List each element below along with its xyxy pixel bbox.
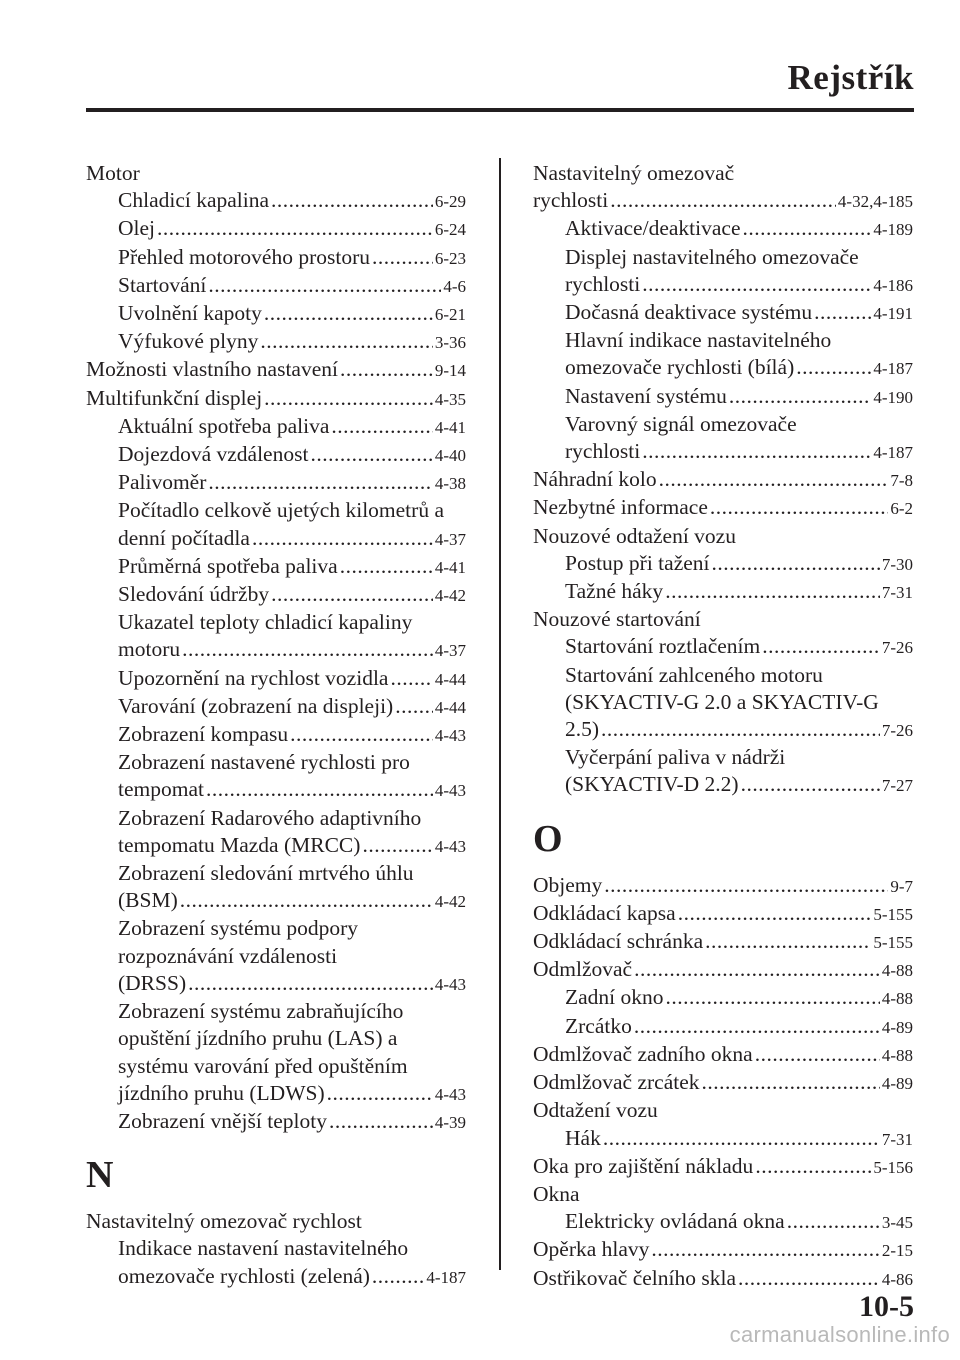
entry-text: Okna: [533, 1181, 580, 1206]
entry-text: Uvolnění kapoty: [118, 301, 262, 326]
entry-text: tempomatu Mazda (MRCC): [118, 832, 361, 857]
entry-text: denní počítadla: [118, 525, 250, 550]
page-reference: 5-156: [873, 1157, 913, 1177]
leader-dots: [729, 383, 872, 410]
page-reference: 4-38: [434, 474, 466, 494]
index-entry: [533, 523, 913, 550]
index-subentry: [86, 749, 466, 804]
entry-text: Olej: [118, 216, 156, 241]
index-entry: [86, 356, 466, 384]
leader-dots: [264, 385, 433, 412]
index-entry: [533, 606, 913, 633]
entry-text: Multifunkční displej: [86, 385, 263, 410]
page-reference: 5-155: [873, 904, 913, 924]
leader-dots: [372, 1263, 424, 1290]
entry-text: (BSM): [118, 888, 178, 913]
entry-text: Zobrazení systému podpory: [118, 916, 359, 941]
leader-dots: [260, 328, 433, 355]
index-subentry: [533, 411, 913, 466]
leader-dots: [741, 771, 880, 798]
page-reference: 4-35: [434, 389, 466, 409]
index-subentry: [86, 1108, 466, 1136]
page-reference: 4-187: [873, 359, 913, 379]
page-reference: 4-41: [434, 417, 466, 437]
leader-dots: [340, 553, 433, 580]
entry-text: Dočasná deaktivace systému: [565, 300, 813, 325]
page-reference: 4-43: [434, 1084, 466, 1104]
index-subentry: [533, 550, 913, 578]
entry-text: Chladicí kapalina: [118, 188, 270, 213]
index-letter-heading: O: [533, 817, 563, 860]
entry-text: rychlosti: [565, 271, 641, 296]
entry-text: Nastavitelný omezovač: [533, 161, 735, 185]
page-reference: 5-155: [873, 933, 913, 953]
index-entry: [86, 385, 466, 413]
page-reference: 4-37: [434, 529, 466, 549]
page-reference: 4-189: [873, 220, 913, 240]
entry-text: Motor: [86, 161, 140, 185]
entry-text: motoru: [118, 637, 181, 662]
index-subentry: [86, 272, 466, 300]
leader-dots: [743, 215, 872, 242]
entry-text: Objemy: [533, 872, 603, 897]
index-entry: [533, 1097, 913, 1124]
entry-text: (SKYACTIV-G 2.0 a SKYACTIV-G: [565, 689, 879, 714]
index-column-right: [533, 160, 913, 1293]
index-subentry: [86, 805, 466, 860]
entry-text: Sledování údržby: [118, 582, 270, 607]
page-reference: 4-88: [881, 989, 913, 1009]
leader-dots: [362, 832, 432, 859]
entry-text: Nouzové odtažení vozu: [533, 523, 736, 548]
index-entry: [533, 1236, 913, 1264]
leader-dots: [762, 633, 880, 660]
page-reference: 6-2: [890, 499, 913, 519]
entry-text: Odmlžovač zrcátek: [533, 1070, 700, 1095]
leader-dots: [814, 299, 871, 326]
index-subentry: [86, 244, 466, 272]
entry-text: Startování zahlceného motoru: [565, 662, 823, 687]
entry-text: Zobrazení sledování mrtvého úhlu: [118, 861, 414, 886]
leader-dots: [264, 300, 433, 327]
leader-dots: [610, 187, 836, 214]
page-reference: 6-23: [434, 248, 466, 268]
entry-text: Počítadlo celkově ujetých kilometrů a: [118, 498, 444, 523]
entry-text: Tažné háky: [565, 579, 664, 604]
page-reference: 4-44: [434, 697, 466, 717]
entry-text: Zobrazení vnější teploty: [118, 1108, 327, 1133]
entry-text: Ukazatel teploty chladicí kapaliny: [118, 610, 413, 635]
leader-dots: [208, 272, 441, 299]
index-entry: [533, 1181, 913, 1208]
page-reference: 4-186: [873, 275, 913, 295]
entry-text: Odmlžovač zadního okna: [533, 1041, 753, 1066]
leader-dots: [206, 776, 433, 803]
entry-text: Nezbytné informace: [533, 495, 708, 520]
entry-text: Možnosti vlastního nastavení: [86, 357, 338, 382]
page-reference: 6-21: [434, 305, 466, 325]
entry-text: Elektricky ovládaná okna: [565, 1209, 785, 1234]
index-subentry: [86, 469, 466, 497]
leader-dots: [642, 271, 871, 298]
entry-text: tempomat: [118, 777, 204, 802]
entry-text: omezovače rychlosti (bílá): [565, 355, 795, 380]
index-entry: [533, 956, 913, 984]
page-reference: 7-27: [881, 776, 913, 796]
index-entry: [533, 900, 913, 928]
entry-text: Zadní okno: [565, 985, 664, 1010]
entry-text: Zobrazení systému zabraňujícího: [118, 999, 404, 1024]
leader-dots: [712, 550, 880, 577]
index-subentry: [533, 1125, 913, 1153]
index-subentry: [86, 328, 466, 356]
leader-dots: [738, 1265, 880, 1292]
index-subentry: [533, 299, 913, 327]
page-reference: 7-30: [881, 554, 913, 574]
entry-text: Startování: [118, 272, 207, 297]
leader-dots: [702, 1069, 880, 1096]
leader-dots: [327, 1080, 433, 1107]
page-reference: 7-26: [881, 721, 913, 741]
index-subentry: [533, 383, 913, 411]
index-entry: [533, 1041, 913, 1069]
header-rule: [86, 108, 914, 112]
page-number: 10-5: [859, 1290, 914, 1323]
index-subentry: [86, 187, 466, 215]
entry-text: Odmlžovač: [533, 957, 633, 982]
entry-text: rychlosti: [533, 188, 609, 213]
page-reference: 4-190: [873, 387, 913, 407]
leader-dots: [188, 970, 433, 997]
index-subentry: [86, 215, 466, 243]
leader-dots: [666, 984, 880, 1011]
index-letter-heading: N: [86, 1154, 114, 1197]
entry-text: Zobrazení nastavené rychlosti pro: [118, 750, 410, 775]
page-reference: 3-45: [881, 1213, 913, 1233]
leader-dots: [601, 716, 880, 743]
index-subentry: [86, 665, 466, 693]
entry-text: Displej nastavitelného omezovače: [565, 244, 859, 269]
index-entry: [533, 1265, 913, 1293]
index-subentry: [533, 1013, 913, 1041]
page-reference: 4-89: [881, 1074, 913, 1094]
page-reference: 4-6: [443, 276, 466, 296]
entry-text: rozpoznávání vzdálenosti: [118, 943, 338, 968]
leader-dots: [642, 438, 871, 465]
leader-dots: [787, 1208, 880, 1235]
page-reference: 4-43: [434, 781, 466, 801]
index-entry: [86, 1208, 466, 1235]
index-subentry: [86, 1235, 466, 1290]
entry-text: Startování roztlačením: [565, 634, 761, 659]
page-reference: 9-14: [434, 361, 466, 381]
page-reference: 6-24: [434, 220, 466, 240]
page-reference: 4-40: [434, 446, 466, 466]
leader-dots: [208, 469, 432, 496]
leader-dots: [665, 578, 880, 605]
page-reference: 7-31: [881, 583, 913, 603]
leader-dots: [651, 1236, 879, 1263]
index-subentry: [533, 744, 913, 799]
index-entry: [533, 494, 913, 522]
page-reference: 9-7: [890, 876, 913, 896]
page-reference: 4-86: [881, 1269, 913, 1289]
page-reference: 4-39: [434, 1112, 466, 1132]
page-reference: 4-43: [434, 726, 466, 746]
entry-text: Výfukové plyny: [118, 329, 259, 354]
leader-dots: [755, 1041, 880, 1068]
entry-text: Odkládací schránka: [533, 929, 704, 954]
entry-text: systému varování před opuštěním: [118, 1053, 408, 1078]
index-subentry: [86, 581, 466, 609]
entry-text: Hlavní indikace nastavitelného: [565, 328, 832, 353]
entry-text: Nastavení systému: [565, 383, 727, 408]
index-subentry: [86, 300, 466, 328]
entry-text: Postup při tažení: [565, 550, 710, 575]
page-reference: 2-15: [881, 1241, 913, 1261]
index-entry: [533, 1153, 913, 1181]
entry-text: omezovače rychlosti (zelená): [118, 1263, 370, 1288]
leader-dots: [634, 1013, 880, 1040]
page-title: Rejstřík: [787, 58, 914, 97]
page-reference: 4-32,4-185: [837, 192, 913, 212]
entry-text: Nouzové startování: [533, 607, 701, 632]
index-subentry: [533, 578, 913, 606]
index-subentry: [533, 984, 913, 1012]
index-subentry: [86, 721, 466, 749]
index-subentry: [533, 327, 913, 382]
entry-text: Aktivace/deaktivace: [565, 216, 741, 241]
entry-text: Přehled motorového prostoru: [118, 244, 370, 269]
entry-text: rychlosti: [565, 439, 641, 464]
page-reference: 4-89: [881, 1017, 913, 1037]
index-subentry: [86, 413, 466, 441]
index-subentry: [86, 998, 466, 1108]
index-subentry: [533, 633, 913, 661]
index-subentry: [533, 215, 913, 243]
entry-text: (SKYACTIV-D 2.2): [565, 772, 739, 797]
leader-dots: [310, 441, 432, 468]
entry-text: Opěrka hlavy: [533, 1237, 650, 1262]
index-subentry: [533, 244, 913, 299]
leader-dots: [271, 581, 433, 608]
index-subentry: [86, 609, 466, 664]
page-reference: 4-88: [881, 961, 913, 981]
index-subentry: [533, 662, 913, 745]
page-reference: 7-26: [881, 638, 913, 658]
page-reference: 4-187: [873, 443, 913, 463]
entry-text: Upozornění na rychlost vozidla: [118, 665, 389, 690]
index-column-left: [86, 160, 466, 1291]
index-subentry: [86, 915, 466, 998]
index-entry: [533, 872, 913, 900]
page-reference: 7-31: [881, 1129, 913, 1149]
page-reference: 4-191: [873, 304, 913, 324]
page-reference: 6-29: [434, 192, 466, 212]
index-entry: [533, 928, 913, 956]
index-entry: [86, 160, 466, 187]
page-reference: 4-41: [434, 557, 466, 577]
page-reference: 4-187: [426, 1267, 466, 1287]
entry-text: (DRSS): [118, 970, 187, 995]
leader-dots: [252, 525, 433, 552]
leader-dots: [796, 354, 871, 381]
index-subentry: [86, 441, 466, 469]
entry-text: jízdního pruhu (LDWS): [118, 1080, 325, 1105]
entry-text: Vyčerpání paliva v nádrži: [565, 745, 786, 770]
entry-text: Zobrazení Radarového adaptivního: [118, 805, 422, 830]
leader-dots: [390, 665, 432, 692]
leader-dots: [634, 956, 880, 983]
page-reference: 4-43: [434, 836, 466, 856]
entry-text: Dojezdová vzdálenost: [118, 442, 309, 467]
entry-text: Náhradní kolo: [533, 467, 657, 492]
leader-dots: [340, 356, 433, 383]
entry-text: Odtažení vozu: [533, 1098, 658, 1123]
page-reference: 7-8: [890, 471, 913, 491]
entry-text: Palivoměr: [118, 470, 207, 495]
entry-text: Zobrazení kompasu: [118, 722, 289, 747]
entry-text: Odkládací kapsa: [533, 900, 676, 925]
leader-dots: [603, 1125, 880, 1152]
index-entry: [533, 466, 913, 494]
watermark: carmanualsonline.info: [729, 1322, 950, 1347]
leader-dots: [372, 244, 433, 271]
index-subentry: [86, 497, 466, 552]
page-reference: 4-42: [434, 586, 466, 606]
leader-dots: [331, 413, 432, 440]
index-entry: [533, 1069, 913, 1097]
leader-dots: [329, 1108, 433, 1135]
page-reference: 4-43: [434, 974, 466, 994]
leader-dots: [271, 187, 433, 214]
index-subentry: [86, 860, 466, 915]
leader-dots: [659, 466, 889, 493]
entry-text: Oka pro zajištění nákladu: [533, 1153, 754, 1178]
leader-dots: [604, 872, 888, 899]
page-reference: 4-44: [434, 669, 466, 689]
index-subentry: [86, 553, 466, 581]
entry-text: Hák: [565, 1125, 601, 1150]
leader-dots: [678, 900, 872, 927]
leader-dots: [710, 494, 888, 521]
page-reference: 4-42: [434, 892, 466, 912]
entry-text: Ostřikovač čelního skla: [533, 1265, 737, 1290]
column-divider: [499, 158, 501, 1270]
leader-dots: [290, 721, 433, 748]
page-reference: 3-36: [434, 333, 466, 353]
entry-text: Průměrná spotřeba paliva: [118, 553, 338, 578]
index-subentry: [86, 693, 466, 721]
leader-dots: [705, 928, 871, 955]
entry-text: opuštění jízdního pruhu (LAS) a: [118, 1026, 398, 1051]
leader-dots: [157, 215, 433, 242]
page-reference: 4-37: [434, 641, 466, 661]
entry-text: Zrcátko: [565, 1013, 632, 1038]
leader-dots: [755, 1153, 871, 1180]
index-subentry: [533, 1208, 913, 1236]
entry-text: Varování (zobrazení na displeji): [118, 693, 394, 718]
page-reference: 4-88: [881, 1045, 913, 1065]
entry-text: 2.5): [565, 717, 600, 742]
entry-text: Indikace nastavení nastavitelného: [118, 1236, 409, 1261]
leader-dots: [182, 636, 433, 663]
entry-text: Nastavitelný omezovač rychlost: [86, 1209, 362, 1234]
index-entry: [533, 160, 913, 215]
entry-text: Varovný signál omezovače: [565, 411, 797, 436]
leader-dots: [180, 887, 433, 914]
leader-dots: [395, 693, 433, 720]
entry-text: Aktuální spotřeba paliva: [118, 413, 330, 438]
